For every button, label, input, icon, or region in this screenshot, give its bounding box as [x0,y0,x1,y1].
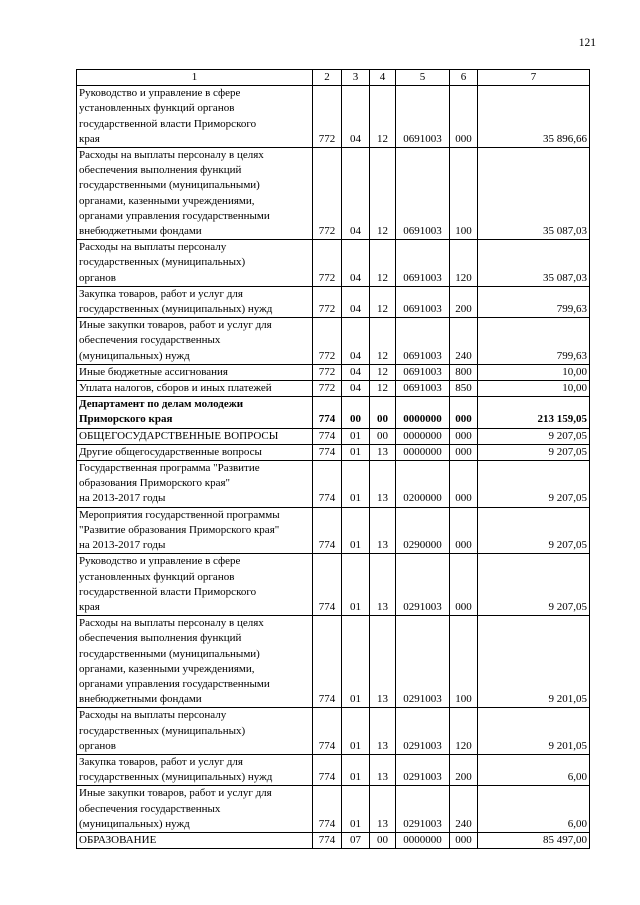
row-description-text: Иные закупки товаров, работ и услуг для обеспечения государственных (муниципальных) нужд [79,319,272,362]
row-amount: 35 087,03 [478,148,590,240]
row-ministry-code: 772 [313,86,342,148]
row-target-article: 0691003 [396,364,450,380]
row-expense-type: 000 [450,444,478,460]
row-expense-type: 000 [450,397,478,428]
row-subsection-code: 12 [370,240,396,287]
row-description-text: ОБРАЗОВАНИЕ [79,833,157,846]
row-target-article: 0200000 [396,461,450,508]
row-section-code: 01 [342,616,370,708]
row-description [77,86,313,148]
table-row [77,428,590,444]
table-row [77,318,590,365]
row-section-code: 01 [342,428,370,444]
row-section-code: 04 [342,318,370,365]
row-section-code: 04 [342,240,370,287]
column-header-7: 7 [478,70,590,86]
table-header-row [77,70,590,86]
row-expense-type: 200 [450,286,478,317]
row-target-article: 0000000 [396,444,450,460]
row-amount: 9 207,05 [478,444,590,460]
row-subsection-code: 12 [370,318,396,365]
row-section-code: 04 [342,148,370,240]
row-ministry-code: 774 [313,754,342,785]
row-section-code: 07 [342,832,370,848]
row-description-text: Мероприятия государственной программы "Развитие образования Приморского края" на 2013-2017 годы [79,508,280,552]
row-ministry-code: 774 [313,832,342,848]
row-description [77,428,313,444]
row-target-article: 0291003 [396,708,450,755]
row-description [77,381,313,397]
row-amount: 10,00 [478,381,590,397]
table-row [77,507,590,554]
row-subsection-code: 00 [370,832,396,848]
row-ministry-code: 774 [313,444,342,460]
row-description-text: Расходы на выплаты персоналу государственных (муниципальных) органов [79,241,246,284]
row-subsection-code: 13 [370,754,396,785]
row-ministry-code: 774 [313,554,342,616]
row-target-article: 0291003 [396,786,450,833]
table-row [77,240,590,287]
row-subsection-code: 13 [370,786,396,833]
row-description-text: Закупка товаров, работ и услуг для государственных (муниципальных) нужд [79,755,273,784]
row-expense-type: 000 [450,554,478,616]
row-description-text: Расходы на выплаты персоналу в целях обеспечения выполнения функций государственными (муниципальными) органами, казенными учреждениями, органами управления государственными внебюджетными фондами [79,617,270,706]
row-amount: 9 201,05 [478,616,590,708]
row-description [77,507,313,554]
row-description [77,318,313,365]
column-header-2: 2 [313,70,342,86]
row-ministry-code: 774 [313,428,342,444]
row-description-text: Департамент по делам молодежи Приморского края [79,398,244,426]
row-subsection-code: 13 [370,554,396,616]
row-amount: 9 207,05 [478,461,590,508]
row-description [77,832,313,848]
page-number: 121 [578,37,596,49]
row-description [77,286,313,317]
table-row [77,397,590,428]
row-subsection-code: 13 [370,616,396,708]
row-description-text: Закупка товаров, работ и услуг для государственных (муниципальных) нужд [79,287,273,316]
row-expense-type: 200 [450,754,478,785]
row-description-text: Уплата налогов, сборов и иных платежей [79,382,272,395]
row-ministry-code: 772 [313,318,342,365]
row-section-code: 04 [342,286,370,317]
row-description [77,616,313,708]
column-header-6: 6 [450,70,478,86]
row-section-code: 04 [342,86,370,148]
row-amount: 9 201,05 [478,708,590,755]
row-description [77,444,313,460]
row-description-text: Иные бюджетные ассигнования [79,365,228,378]
row-description [77,397,313,428]
row-target-article: 0691003 [396,381,450,397]
row-description [77,554,313,616]
row-subsection-code: 13 [370,507,396,554]
row-section-code: 01 [342,507,370,554]
row-amount: 35 087,03 [478,240,590,287]
row-amount: 799,63 [478,318,590,365]
table-row [77,708,590,755]
row-description [77,708,313,755]
row-section-code: 01 [342,554,370,616]
row-ministry-code: 774 [313,708,342,755]
row-target-article: 0290000 [396,507,450,554]
row-section-code: 01 [342,461,370,508]
row-expense-type: 800 [450,364,478,380]
table-row [77,86,590,148]
column-header-4: 4 [370,70,396,86]
row-ministry-code: 774 [313,507,342,554]
row-subsection-code: 00 [370,428,396,444]
row-ministry-code: 774 [313,616,342,708]
column-header-3: 3 [342,70,370,86]
row-subsection-code: 13 [370,444,396,460]
table-row [77,444,590,460]
row-amount: 6,00 [478,754,590,785]
row-section-code: 01 [342,754,370,785]
row-ministry-code: 772 [313,240,342,287]
table-row [77,286,590,317]
row-amount: 10,00 [478,364,590,380]
row-amount: 799,63 [478,286,590,317]
row-section-code: 04 [342,364,370,380]
row-description-text: Государственная программа "Развитие образования Приморского края" на 2013-2017 годы [79,462,260,505]
row-subsection-code: 12 [370,381,396,397]
table-row [77,786,590,833]
row-section-code: 01 [342,444,370,460]
row-amount: 9 207,05 [478,507,590,554]
row-description [77,240,313,287]
budget-table [76,69,590,849]
row-subsection-code: 13 [370,461,396,508]
row-description [77,364,313,380]
row-expense-type: 100 [450,616,478,708]
row-subsection-code: 12 [370,148,396,240]
row-section-code: 01 [342,786,370,833]
row-target-article: 0691003 [396,318,450,365]
row-amount: 35 896,66 [478,86,590,148]
row-expense-type: 000 [450,86,478,148]
row-amount: 85 497,00 [478,832,590,848]
column-header-5: 5 [396,70,450,86]
row-subsection-code: 12 [370,286,396,317]
row-expense-type: 000 [450,461,478,508]
table-row [77,832,590,848]
row-amount: 9 207,05 [478,554,590,616]
row-target-article: 0000000 [396,428,450,444]
row-amount: 213 159,05 [478,397,590,428]
row-expense-type: 000 [450,832,478,848]
row-expense-type: 120 [450,240,478,287]
row-ministry-code: 774 [313,397,342,428]
row-section-code: 04 [342,381,370,397]
row-expense-type: 120 [450,708,478,755]
row-description-text: Руководство и управление в сфере установленных функций органов государственной власти Приморского края [79,87,257,145]
row-ministry-code: 772 [313,364,342,380]
row-target-article: 0291003 [396,554,450,616]
row-section-code: 00 [342,397,370,428]
row-section-code: 01 [342,708,370,755]
row-amount: 6,00 [478,786,590,833]
table-row [77,461,590,508]
row-description-text: Иные закупки товаров, работ и услуг для обеспечения государственных (муниципальных) нужд [79,787,272,830]
table-row [77,754,590,785]
row-target-article: 0000000 [396,832,450,848]
row-description [77,754,313,785]
row-target-article: 0691003 [396,86,450,148]
row-target-article: 0291003 [396,754,450,785]
row-expense-type: 000 [450,428,478,444]
row-subsection-code: 12 [370,86,396,148]
row-target-article: 0000000 [396,397,450,428]
row-target-article: 0691003 [396,286,450,317]
table-body [77,86,590,849]
row-expense-type: 850 [450,381,478,397]
table-row [77,381,590,397]
row-description [77,461,313,508]
row-expense-type: 240 [450,318,478,365]
row-description-text: Другие общегосударственные вопросы [79,445,262,458]
table-row [77,554,590,616]
column-header-1: 1 [77,70,313,86]
row-target-article: 0691003 [396,148,450,240]
row-expense-type: 100 [450,148,478,240]
row-amount: 9 207,05 [478,428,590,444]
table-row [77,148,590,240]
row-subsection-code: 00 [370,397,396,428]
row-subsection-code: 12 [370,364,396,380]
row-description-text: Расходы на выплаты персоналу в целях обеспечения выполнения функций государственными (муниципальными) органами, казенными учреждениями, органами управления государственными внебюджетными фондами [79,149,270,238]
row-target-article: 0291003 [396,616,450,708]
table-row [77,364,590,380]
row-subsection-code: 13 [370,708,396,755]
row-ministry-code: 772 [313,381,342,397]
row-description-text: Расходы на выплаты персоналу государственных (муниципальных) органов [79,709,246,752]
row-ministry-code: 772 [313,286,342,317]
row-expense-type: 240 [450,786,478,833]
table-row [77,616,590,708]
row-ministry-code: 774 [313,461,342,508]
row-description [77,786,313,833]
row-description-text: ОБЩЕГОСУДАРСТВЕННЫЕ ВОПРОСЫ [79,429,279,442]
row-expense-type: 000 [450,507,478,554]
row-description [77,148,313,240]
row-ministry-code: 772 [313,148,342,240]
row-description-text: Руководство и управление в сфере установленных функций органов государственной власти Приморского края [79,555,257,613]
row-ministry-code: 774 [313,786,342,833]
row-target-article: 0691003 [396,240,450,287]
